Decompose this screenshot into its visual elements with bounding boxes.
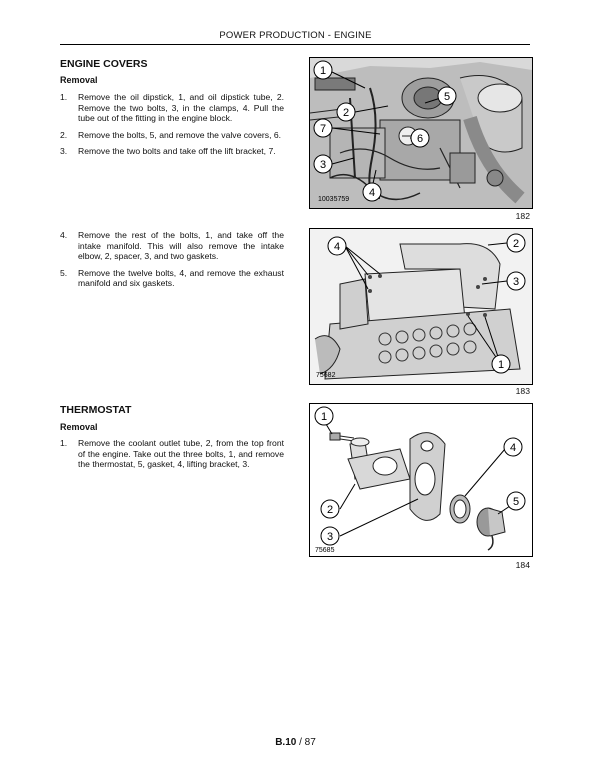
svg-text:1: 1 xyxy=(320,411,328,423)
section-title-engine-covers: ENGINE COVERS xyxy=(60,58,148,70)
callout-1 xyxy=(492,355,510,373)
header-divider xyxy=(60,44,530,45)
thermostat-exploded-illustration xyxy=(310,404,532,556)
engine-covers-illustration xyxy=(310,58,532,208)
svg-text:4: 4 xyxy=(333,241,341,253)
svg-text:3: 3 xyxy=(326,531,334,543)
svg-text:2: 2 xyxy=(512,238,520,250)
manifold-illustration xyxy=(310,229,532,384)
subsection-title-removal: Removal xyxy=(60,422,98,432)
figure-engine-covers xyxy=(309,57,533,209)
page-label: B.10 xyxy=(275,737,297,748)
svg-text:1: 1 xyxy=(497,359,505,371)
callout-1 xyxy=(315,407,333,425)
svg-text:3: 3 xyxy=(319,159,327,171)
step-item: 2. Remove the bolts, 5, and remove the valve covers, 6. xyxy=(60,129,282,140)
step-item: 3. Remove the two bolts and take off the lift bracket, 7. xyxy=(60,146,276,157)
step-item: 1. Remove the oil dipstick, 1, and oil dipstick tube, 2. Remove the two bolts, 3, in the clamps, 4. Pull the tube out of the fitting in the engine block. xyxy=(60,92,284,124)
callout-2 xyxy=(321,500,339,518)
step-item: 4. Remove the rest of the bolts, 1, and take off the intake manifold. This will also remove the intake elbow, 2, spacer, 3, and two gaskets. xyxy=(60,230,284,262)
subsection-title-removal: Removal xyxy=(60,75,98,85)
steps-list-manifolds xyxy=(60,230,284,295)
page-count: / 87 xyxy=(296,737,316,748)
svg-text:7: 7 xyxy=(319,123,327,135)
section-title-thermostat: THERMOSTAT xyxy=(60,404,132,416)
callout-2 xyxy=(337,103,355,121)
running-header: POWER PRODUCTION - ENGINE xyxy=(219,30,372,41)
callout-4 xyxy=(328,237,346,255)
svg-text:3: 3 xyxy=(512,276,520,288)
callout-5 xyxy=(438,87,456,105)
callout-5 xyxy=(507,492,525,510)
svg-text:4: 4 xyxy=(368,187,376,199)
callout-2 xyxy=(507,234,525,252)
callout-4 xyxy=(504,438,522,456)
figure-number: 184 xyxy=(515,560,530,570)
svg-text:5: 5 xyxy=(512,496,520,508)
callout-3 xyxy=(314,155,332,173)
figure-manifolds xyxy=(309,228,533,385)
figure-code: 75682 xyxy=(316,372,336,379)
figure-number: 183 xyxy=(515,386,530,396)
figure-number: 182 xyxy=(515,211,530,221)
callout-7 xyxy=(314,119,332,137)
page-footer xyxy=(0,737,591,748)
callout-4 xyxy=(363,183,381,201)
figure-code: 75685 xyxy=(315,547,335,554)
callout-1 xyxy=(314,61,332,79)
svg-text:4: 4 xyxy=(509,442,517,454)
svg-text:2: 2 xyxy=(342,107,350,119)
svg-text:1: 1 xyxy=(319,65,327,77)
step-item: 1. Remove the coolant outlet tube, 2, from the top front of the engine. Take out the three bolts, 1, and remove the thermostat, 5, gasket, 4, lifting bracket, 3. xyxy=(60,438,284,470)
svg-text:5: 5 xyxy=(443,91,451,103)
callout-3 xyxy=(321,527,339,545)
svg-text:2: 2 xyxy=(326,504,334,516)
steps-list-thermostat xyxy=(60,438,284,476)
steps-list-engine-covers xyxy=(60,92,284,163)
step-item: 5. Remove the twelve bolts, 4, and remove the exhaust manifold and six gaskets. xyxy=(60,267,284,289)
callout-6 xyxy=(411,129,429,147)
svg-text:6: 6 xyxy=(416,133,424,145)
callout-3 xyxy=(507,272,525,290)
figure-code: 10035759 xyxy=(318,196,350,203)
figure-thermostat xyxy=(309,403,533,557)
